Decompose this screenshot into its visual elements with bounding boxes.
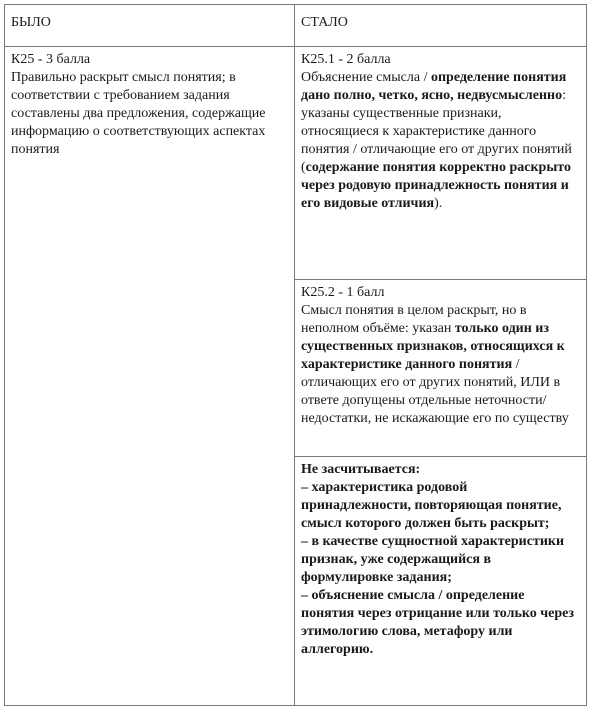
criteria-row-1 — [5, 47, 587, 280]
new-criterion-1-text — [301, 70, 572, 211]
comparison-table — [4, 4, 587, 706]
not-counted-cell — [295, 457, 587, 706]
new-criterion-1-cell — [295, 47, 587, 280]
new2-bold-part: только один из существенных признаков, относящихся к характеристике данного понятия — [301, 321, 565, 372]
not-counted-item: – характеристика родовой принадлежности, повторяющая понятие, смысл которого должен быть раскрыт; — [301, 480, 562, 531]
new1-text-part: Объяснение смысла / — [301, 70, 431, 85]
new1-text-part: : указаны существенные признаки, относящиеся к характеристике данного понятия / отличающие его от других понятий ( — [301, 88, 572, 175]
old-criterion-text: Правильно раскрыт смысл понятия; в соответствии с требованием задания составлены два предложения, содержащие информацию о соответствующих аспектах понятия — [11, 70, 266, 157]
header-after: СТАЛО — [295, 5, 587, 47]
not-counted-title: Не засчитывается: — [301, 462, 421, 477]
header-row — [5, 5, 587, 47]
new1-bold-part: определение понятия дано полно, четко, ясно, недвусмысленно — [301, 70, 567, 103]
new1-bold-part: содержание понятия корректно раскрыто через родовую принадлежность понятия и его видовые отличия — [301, 160, 571, 211]
old-criterion-cell — [5, 47, 295, 706]
header-before: БЫЛО — [5, 5, 295, 47]
new2-text-part: / отличающих его от других понятий, ИЛИ в ответе допущены отдельные неточности/недостатки, не искажающие его по существу — [301, 357, 569, 426]
new-criterion-1-code: К25.1 - 2 балла — [301, 52, 391, 67]
old-criterion-code: К25 - 3 балла — [11, 52, 91, 67]
new-criterion-2-code: К25.2 - 1 балл — [301, 285, 385, 300]
new-criterion-2-text — [301, 303, 569, 426]
new2-text-part: Смысл понятия в целом раскрыт, но в неполном объёме: указан — [301, 303, 527, 336]
not-counted-item: – объяснение смысла / определение понятия через отрицание или только через этимологию слова, метафору или аллегорию. — [301, 588, 574, 657]
new1-text-part: ). — [434, 196, 443, 211]
new-criterion-2-cell — [295, 280, 587, 457]
not-counted-item: – в качестве сущностной характеристики признак, уже содержащийся в формулировке задания; — [301, 534, 565, 585]
